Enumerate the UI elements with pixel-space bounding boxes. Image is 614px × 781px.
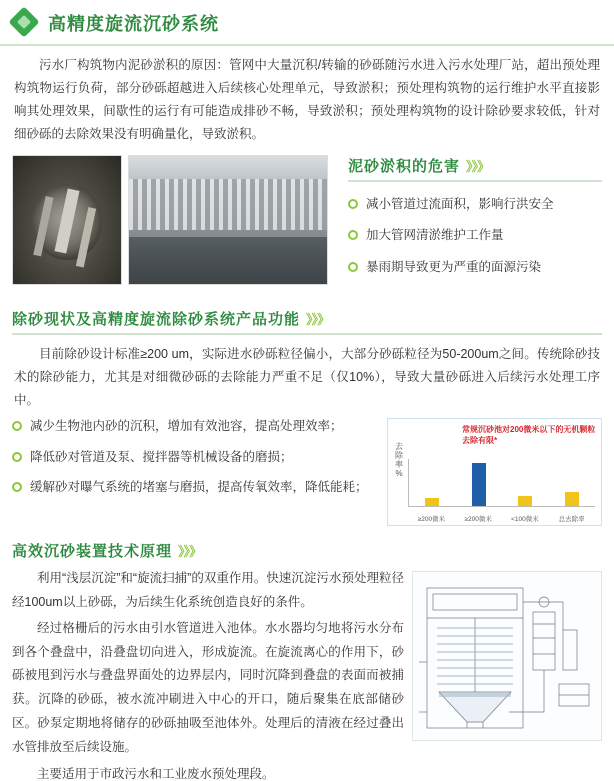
chart-plot-area — [408, 459, 595, 507]
feature-item-label: 缓解砂对曝气系统的堵塞与磨损，提高传氧效率，降低能耗； — [30, 480, 368, 495]
removal-rate-bar-chart — [387, 418, 602, 526]
chart-bar-slot — [549, 459, 596, 506]
ring-bullet-icon — [12, 452, 22, 462]
chart-x-label: ≥200微米 — [464, 516, 492, 524]
harms-title: 泥砂淤积的危害 — [348, 157, 461, 175]
principle-text-block — [12, 567, 412, 761]
chart-bars — [409, 459, 595, 506]
chart-bar-slot — [502, 459, 549, 506]
cyclone-grit-device-diagram — [412, 571, 602, 741]
chart-annotation: 常规沉砂池对200微米以下的无机颗粒去除有限* — [462, 425, 596, 446]
chart-x-label: ≥200微米 — [417, 516, 446, 524]
principle-paragraph-3: 主要适用于市政污水和工业废水预处理段。 — [37, 767, 275, 781]
chevron-right-icon: 》》》 — [306, 312, 330, 327]
chart-x-axis-labels — [408, 514, 595, 523]
principle-row — [0, 565, 614, 761]
ring-bullet-icon — [348, 230, 358, 240]
intro-paragraph: 污水厂构筑物内泥砂淤积的原因：管网中大量沉积/转输的砂砾随污水进入污水处理厂站，超出预处理构筑物运行负荷，部分砂砾超越进入后续核心处理单元，导致淤积；预处理构筑物的运行维护水平直接影响其处理效果，间歇性的运行有可能造成排砂不畅，导致淤积；预处理构筑物的设计除砂要求较低，针对细砂砾的去除效果没有明确量化，导致淤积。 — [14, 58, 600, 142]
page-title: 高精度旋流沉砂系统 — [48, 14, 219, 34]
principle-paragraph-2: 经过格栅后的污水由引水管道进入池体。水水器均匀地将污水分布到各个叠盘中，沿叠盘切向进入，形成旋流。在旋流离心的作用下，砂砾被甩到污水与叠盘界面处的边界层内，同时沉降到叠盘的表面而被捕获。沉降的砂砾，被水流冲刷进入中心的开口，随后聚集在底部储砂区。砂泵定期地将储存的砂砾抽吸至池体外。处理后的清液在经过叠出水管排放至后续设施。 — [12, 620, 404, 754]
chart-bar — [518, 496, 532, 506]
ring-bullet-icon — [348, 262, 358, 272]
ring-bullet-icon — [12, 482, 22, 492]
list-item — [12, 479, 381, 497]
chart-x-label: <100微米 — [511, 516, 539, 524]
ring-bullet-icon — [12, 421, 22, 431]
list-item — [348, 259, 602, 277]
list-item — [12, 418, 381, 436]
photos-and-harms-row — [0, 149, 614, 291]
photo-tank — [128, 155, 328, 285]
diamond-icon — [10, 8, 40, 38]
principle-paragraph-1: 利用“浅层沉淀”和“旋流扫捕”的双重作用。快速沉淀污水预处理粒径经100um以上砂砾，为后续生化系统创造良好的条件。 — [12, 571, 404, 610]
list-item — [348, 196, 602, 214]
chart-bar-slot — [456, 459, 503, 506]
harm-item-label: 减小管道过流面积，影响行洪安全 — [366, 196, 554, 211]
list-item — [348, 227, 602, 245]
ring-bullet-icon — [348, 199, 358, 209]
chart-ylabel: 去除率 % — [395, 442, 403, 478]
chart-bar — [472, 463, 486, 506]
section-status-title: 除砂现状及高精度旋流除砂系统产品功能 — [12, 311, 301, 328]
harms-title-row — [348, 155, 602, 182]
section-heading-status — [12, 308, 602, 335]
section-heading-principle — [12, 540, 602, 565]
chevron-right-icon: 》》》 — [466, 158, 490, 174]
chart-bar — [565, 492, 579, 506]
list-item — [12, 449, 381, 467]
harms-list — [348, 196, 602, 277]
features-and-chart-row — [0, 414, 614, 526]
feature-item-label: 减少生物池内砂的沉积，增加有效池容，提高处理效率； — [30, 419, 343, 434]
chart-x-label: 总去除率 — [558, 516, 585, 524]
harm-item-label: 暴雨期导致更为严重的面源污染 — [366, 259, 542, 274]
features-list — [12, 418, 381, 526]
chart-bar — [425, 498, 439, 506]
harm-item-label: 加大管网清淤维护工作量 — [366, 228, 504, 242]
status-paragraph: 目前除砂设计标准≥200 um，实际进水砂砾粒径偏小，大部分砂砾粒径为50-200um之间。传统除砂技术的除砂能力，尤其是对细微砂砾的去除能力严重不足（仅10%），导致大量砂砾进入后续污水处理工序中。 — [14, 347, 600, 408]
section-principle-title: 高效沉砂装置技术原理 — [12, 543, 173, 561]
chevron-right-icon: 》》》 — [178, 544, 202, 560]
page-title-bar — [0, 0, 614, 46]
chart-bar-slot — [409, 459, 456, 506]
feature-item-label: 降低砂对管道及泵、搅拌器等机械设备的磨损； — [30, 449, 293, 464]
photo-impeller — [12, 155, 122, 285]
harms-panel — [334, 155, 602, 291]
